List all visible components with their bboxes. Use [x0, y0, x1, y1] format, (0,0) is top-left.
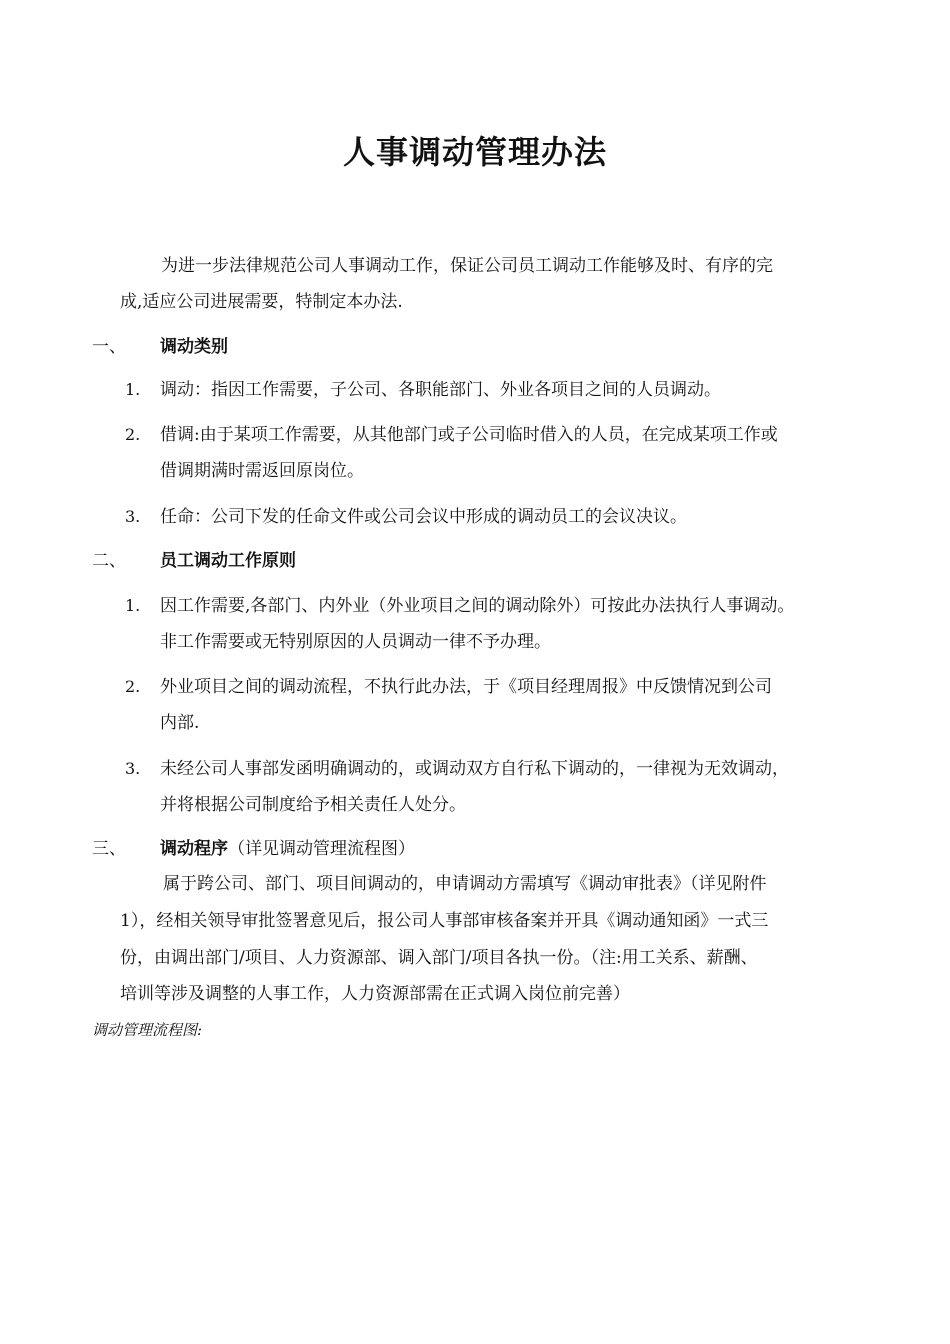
- section-3-heading-note: （详见调动管理流程图）: [228, 839, 415, 859]
- section-1-item-1-number: 1.: [125, 380, 141, 399]
- section-2-item-2-number: 2.: [125, 677, 141, 696]
- section-1-item-3-line-1: 任命：公司下发的任命文件或公司会议中形成的调动员工的会议决议。: [160, 507, 687, 527]
- section-1-item-2-line-1: 借调:由于某项工作需要，从其他部门或子公司临时借入的人员，在完成某项工作或: [160, 425, 778, 445]
- section-2-heading: 员工调动工作原则: [160, 551, 296, 571]
- section-1-item-1-line-1: 调动：指因工作需要，子公司、各职能部门、外业各项目之间的人员调动。: [160, 380, 721, 400]
- section-1-item-3-number: 3.: [125, 507, 141, 526]
- section-3-paragraph-line-2: 1），经相关领导审批签署意见后，报公司人事部审核备案并开具《调动通知函》一式三: [120, 911, 769, 931]
- section-2-number: 二、: [92, 551, 126, 571]
- section-3-number: 三、: [92, 839, 126, 859]
- section-2-item-1-number: 1.: [125, 596, 141, 615]
- section-1-item-2-line-2: 借调期满时需返回原岗位。: [160, 461, 364, 481]
- intro-line-2: 成,适应公司进展需要，特制定本办法.: [120, 292, 403, 312]
- document-title: 人事调动管理办法: [342, 133, 607, 171]
- intro-line-1: 为进一步法律规范公司人事调动工作，保证公司员工调动工作能够及时、有序的完: [161, 256, 773, 276]
- section-3-heading-line: [160, 837, 415, 861]
- section-2-item-1-line-2: 非工作需要或无特别原因的人员调动一律不予办理。: [160, 632, 551, 652]
- section-3-paragraph-line-4: 培训等涉及调整的人事工作，人力资源部需在正式调入岗位前完善）: [120, 984, 630, 1004]
- section-2-item-3-line-1: 未经公司人事部发函明确调动的，或调动双方自行私下调动的，一律视为无效调动，: [160, 759, 789, 779]
- section-1-item-2-number: 2.: [125, 425, 141, 444]
- section-2-item-3-line-2: 并将根据公司制度给予相关责任人处分。: [160, 795, 466, 815]
- section-3-paragraph-line-1: 属于跨公司、部门、项目间调动的，申请调动方需填写《调动审批表》（详见附件: [163, 874, 767, 894]
- flow-chart-caption: 调动管理流程图:: [92, 1021, 203, 1039]
- section-2-item-3-number: 3.: [125, 759, 141, 778]
- section-2-item-2-line-1: 外业项目之间的调动流程，不执行此办法，于《项目经理周报》中反馈情况到公司: [160, 677, 772, 697]
- section-3-heading: 调动程序: [160, 839, 228, 859]
- section-2-item-2-line-2: 内部.: [160, 713, 200, 733]
- section-1-heading: 调动类别: [160, 337, 228, 357]
- section-2-item-1-line-1: 因工作需要,各部门、内外业（外业项目之间的调动除外）可按此办法执行人事调动。: [160, 596, 795, 616]
- section-3-paragraph-line-3: 份，由调出部门/项目、人力资源部、调入部门/项目各执一份。（注:用工关系、薪酬、: [120, 948, 758, 968]
- section-1-number: 一、: [92, 337, 126, 357]
